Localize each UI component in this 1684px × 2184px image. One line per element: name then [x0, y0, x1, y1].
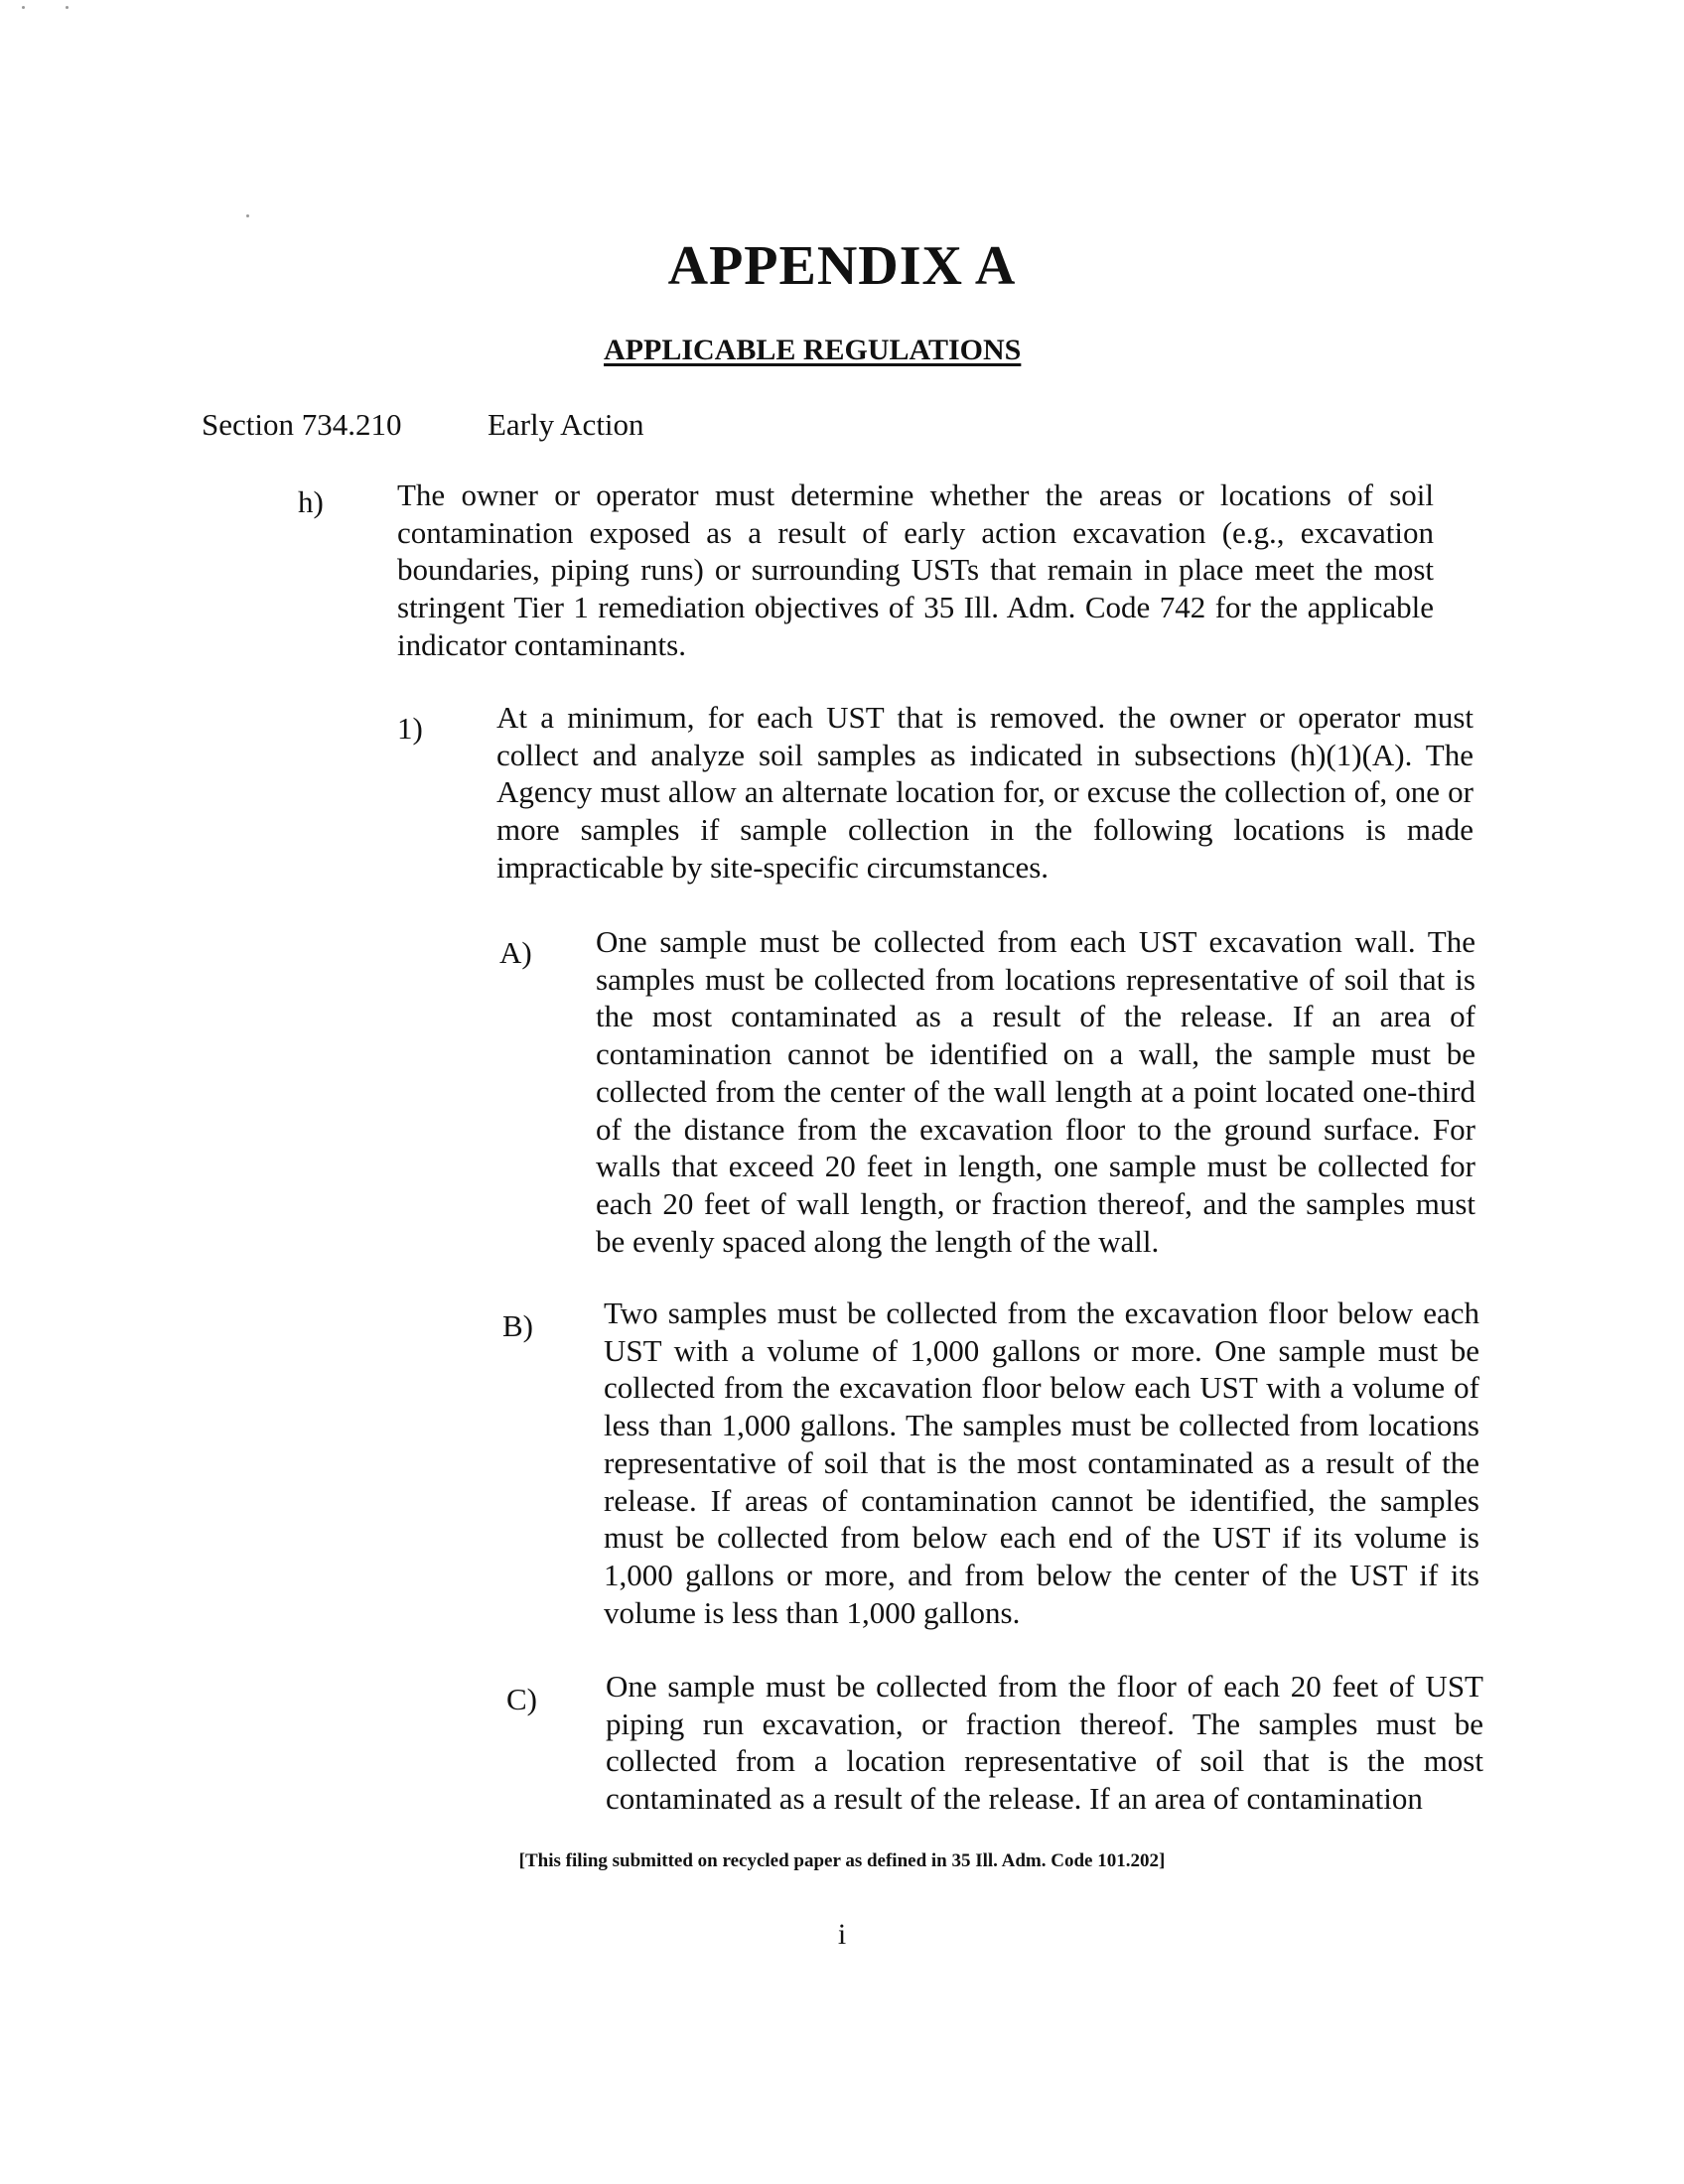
section-number: Section 734.210	[202, 407, 402, 442]
appendix-title	[0, 234, 1684, 298]
item-a-text: One sample must be collected from each UST excavation wall. The samples must be collected from locations representative of soil that is the most contaminated as a result of the release. If an area of contamination cannot be identified on a wall, the sample must be collected from the center of the wall length at a point located one-third of the distance from the excavation floor to the ground surface. For walls that exceed 20 feet in length, one sample must be collected for each 20 feet of wall length, or fraction thereof, and the samples must be evenly spaced along the length of the wall.	[596, 924, 1475, 1259]
section-heading	[202, 407, 644, 443]
section-name: Early Action	[488, 407, 644, 442]
subsection-h-text: The owner or operator must determine whether the areas or locations of soil contamination exposed as a result of early action excavation (e.g., excavation boundaries, piping runs) or surrounding USTs that remain in place meet the most stringent Tier 1 remediation objectives of 35 Ill. Adm. Code 742 for the applicable indicator contaminants.	[397, 478, 1434, 662]
item-a-marker: A)	[499, 935, 532, 970]
item-b-marker: B)	[502, 1308, 533, 1343]
item-1-text: At a minimum, for each UST that is removed. the owner or operator must collect and analyze soil samples as indicated in subsections (h)(1)(A). The Agency must allow an alternate location for, or excuse the collection of, one or more samples if sample collection in the following locations is made impracticable by site-specific circumstances.	[496, 700, 1474, 885]
recycled-paper-note: [This filing submitted on recycled paper as defined in 35 Ill. Adm. Code 101.202]	[518, 1850, 1166, 1871]
appendix-subtitle: APPLICABLE REGULATIONS	[604, 334, 1022, 366]
appendix-title-text: APPENDIX A	[667, 235, 1017, 297]
scan-artifact	[246, 214, 249, 217]
scan-artifact	[22, 6, 25, 9]
subsection-h-marker: h)	[298, 484, 324, 519]
item-c-marker: C)	[506, 1682, 537, 1716]
scan-artifact	[66, 6, 69, 9]
item-c-text: One sample must be collected from the floor of each 20 feet of UST piping run excavation, or fraction thereof. The samples must be collected from a location representative of soil that is the most contaminated as a result of the release. If an area of contamination	[606, 1669, 1483, 1817]
item-b-text: Two samples must be collected from the excavation floor below each UST with a volume of 1,000 gallons or more. One sample must be collected from the excavation floor below each UST with a volume of less than 1,000 gallons. The samples must be collected from locations representative of soil that is the most contaminated as a result of the release. If areas of contamination cannot be identified, the samples must be collected from below each end of the UST if its volume is 1,000 gallons or more, and from below the center of the UST if its volume is less than 1,000 gallons.	[604, 1296, 1479, 1630]
item-1-marker: 1)	[397, 711, 423, 746]
page-number: i	[837, 1918, 847, 1951]
